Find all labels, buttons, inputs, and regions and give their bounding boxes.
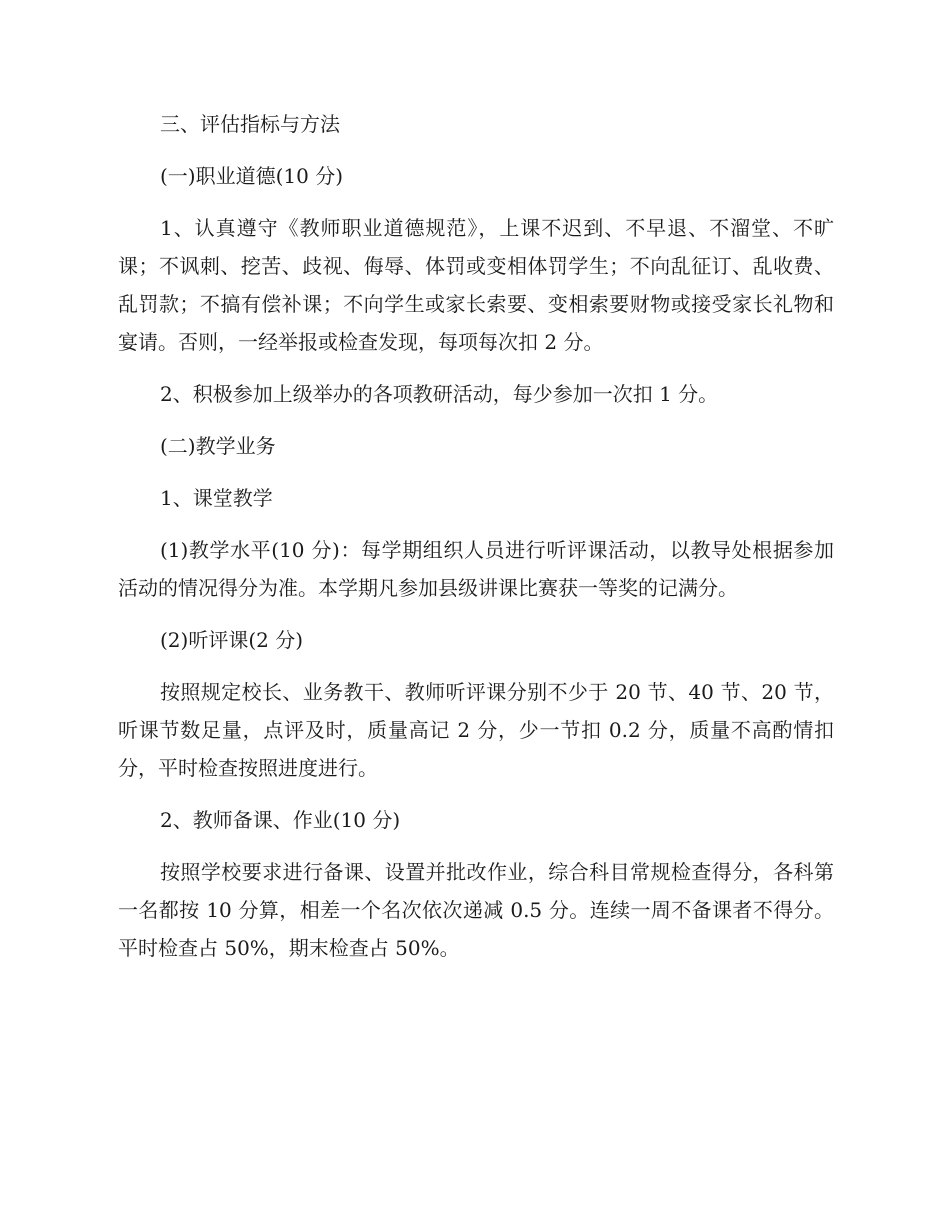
document-body (118, 105, 834, 967)
item-heading-classroom-teaching: 1、课堂教学 (160, 486, 273, 510)
paragraph-lesson-evaluation: 按照规定校长、业务教干、教师听评课分别不少于 20 节、40 节、20 节，听课节数足量，点评及时，质量高记 2 分，少一节扣 0.2 分，质量不高酌情扣分，平时检查按照进度进行。 (118, 680, 834, 780)
paragraph-ethics-item-1: 1、认真遵守《教师职业道德规范》，上课不迟到、不早退、不溜堂、不旷课；不讽刺、挖苦、歧视、侮辱、体罚或变相体罚学生；不向乱征订、乱收费、乱罚款；不搞有偿补课；不向学生或家长索要、变相索要财物或接受家长礼物和宴请。否则，一经举报或检查发现，每项每次扣 2 分。 (118, 216, 834, 354)
paragraph-ethics-item-2: 2、积极参加上级举办的各项教研活动，每少参加一次扣 1 分。 (160, 382, 719, 406)
item-heading-lesson-prep-homework: 2、教师备课、作业(10 分) (160, 808, 401, 832)
subsection-heading-teaching-business: (二)教学业务 (160, 434, 276, 458)
item-heading-lesson-evaluation: (2)听评课(2 分) (160, 628, 304, 652)
paragraph-teaching-level: (1)教学水平(10 分)：每学期组织人员进行听评课活动，以教导处根据参加活动的情况得分为准。本学期凡参加县级讲课比赛获一等奖的记满分。 (118, 538, 834, 600)
paragraph-lesson-prep-homework: 按照学校要求进行备课、设置并批改作业，综合科目常规检查得分，各科第一名都按 10 分算，相差一个名次依次递减 0.5 分。连续一周不备课者不得分。平时检查占 50%，期末检查占 50%。 (118, 860, 834, 960)
subsection-heading-professional-ethics: (一)职业道德(10 分) (160, 164, 344, 188)
section-heading: 三、评估指标与方法 (160, 112, 340, 136)
